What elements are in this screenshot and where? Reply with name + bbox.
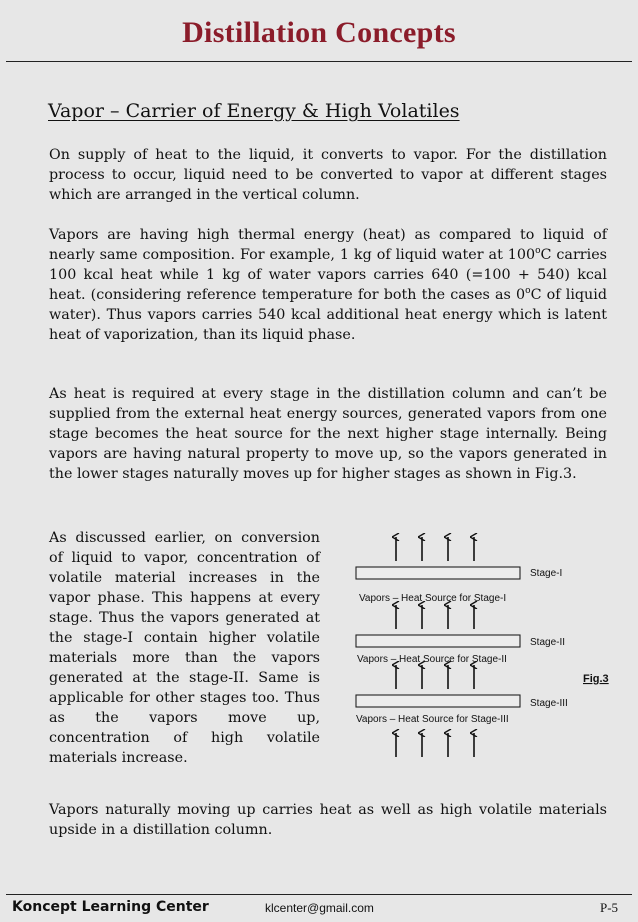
paragraph-1: On supply of heat to the liquid, it converts to vapor. For the distillation process to occur, liquid need to be converted to vapor at different stages which are arranged in the vertical column. <box>49 147 607 203</box>
stage-label: Stage-II <box>530 637 566 648</box>
stage-tray <box>356 635 520 647</box>
paragraph-3: As heat is required at every stage in the distillation column and can’t be supplied from the external heat energy sources, generated vapors from one stage becomes the heat source for the next higher stage internally. Being vapors are having natural property to move up, so the vapors generated in the lower stages naturally moves up for higher stages as shown in Fig.3. <box>49 386 607 482</box>
degree-superscript: o <box>535 246 541 257</box>
stage-tray <box>356 567 520 579</box>
paragraph-5: Vapors naturally moving up carries heat as well as high volatile materials upside in a distillation column. <box>49 802 607 838</box>
page-number: P-5 <box>600 900 619 915</box>
page-title: Distillation Concepts <box>182 16 456 49</box>
paragraph-2-part-b: C carries 100 kcal heat while 1 kg of water vapors carries 640 (=100 + 540) kcal heat. (considering reference temperature for both the cases as 0 <box>49 247 607 303</box>
paragraph-2-part-a: Vapors are having high thermal energy (heat) as compared to liquid of nearly same composition. For example, 1 kg of liquid water at 100 <box>49 227 607 263</box>
paragraph-2-part-c: C of liquid water). Thus vapors carries 540 kcal additional heat energy which is latent heat of vaporization, than its liquid phase. <box>49 287 607 343</box>
header-divider <box>6 61 632 62</box>
footer-organization: Koncept Learning Center <box>12 899 209 915</box>
footer-email: klcenter@gmail.com <box>265 901 374 915</box>
vapor-label: Vapors – Heat Source for Stage-II <box>357 654 507 665</box>
distillation-stages-figure <box>340 525 630 765</box>
section-heading: Vapor – Carrier of Energy & High Volatiles <box>48 100 460 122</box>
vapor-label: Vapors – Heat Source for Stage-I <box>359 593 507 604</box>
footer-divider <box>6 894 632 895</box>
vapor-label: Vapors – Heat Source for Stage-III <box>356 714 509 725</box>
degree-superscript: o <box>525 286 531 297</box>
figure-caption: Fig.3 <box>583 673 609 685</box>
paragraph-2 <box>49 225 607 345</box>
stage-label: Stage-III <box>530 698 568 709</box>
paragraph-4: As discussed earlier, on conversion of liquid to vapor, concentration of volatile material increases in the vapor phase. This happens at every stage. Thus the vapors generated at the stage-I contain higher volatile materials more than the vapors generated at the stage-II. Same is applicable for other stages too. Thus as the vapors move up, concentration of high volatile materials increase. <box>49 530 320 766</box>
stage-tray <box>356 695 520 707</box>
stage-label: Stage-I <box>530 568 563 579</box>
